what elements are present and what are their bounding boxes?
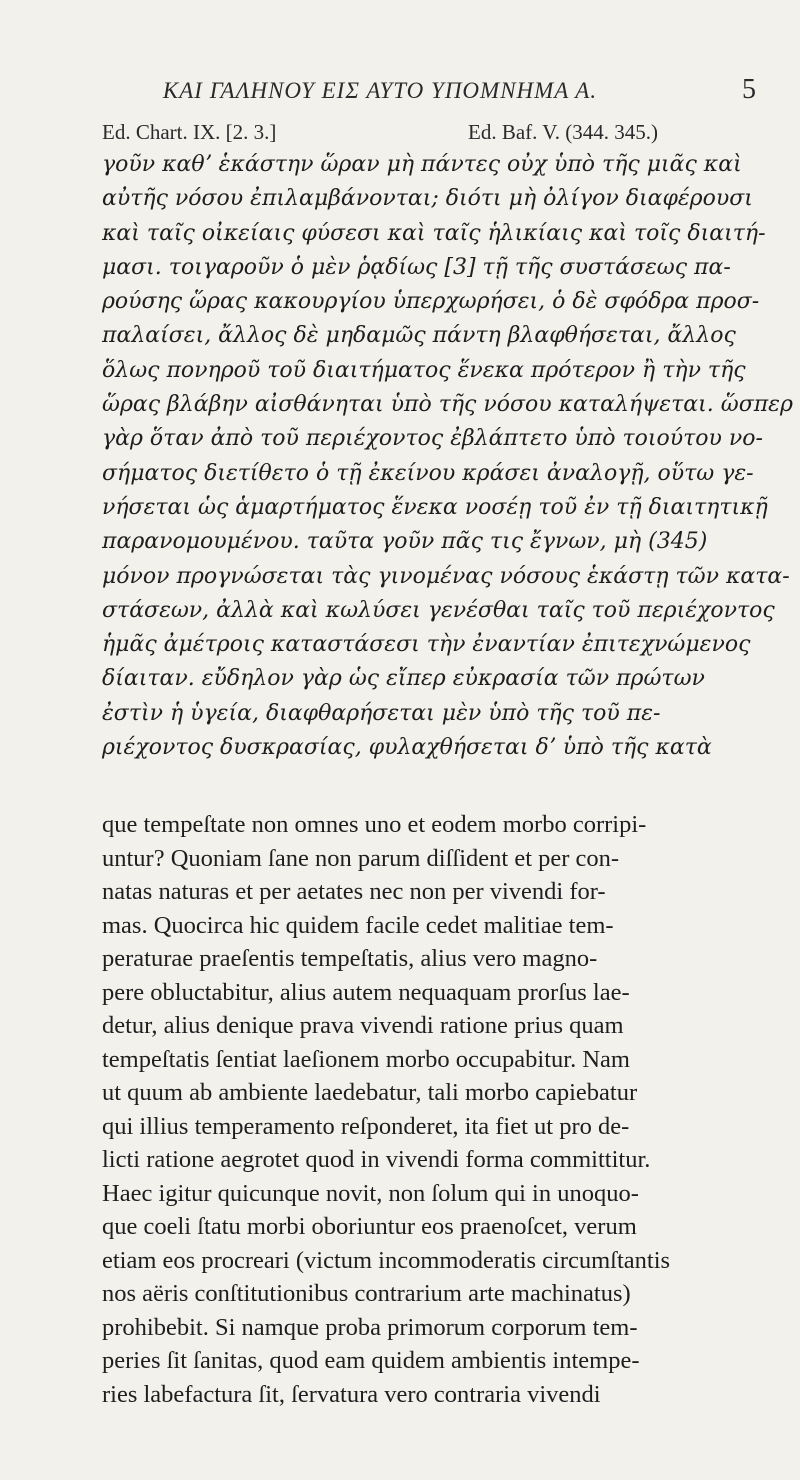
latin-line: prohibebit. Si namque proba primorum corporum tem- [102, 1313, 638, 1341]
greek-line: στάσεων, ἀλλὰ καὶ κωλύσει γενέσθαι ταῖς τοῦ περιέχοντος [102, 597, 775, 623]
greek-line: ὅλως πονηροῦ τοῦ διαιτήματος ἕνεκα πρότερον ἢ τὴν τῆς [102, 357, 746, 383]
greek-line: ρούσης ὥρας κακουργίου ὑπερχωρήσει, ὁ δὲ σφόδρα προσ- [102, 289, 760, 315]
latin-line: etiam eos procreari (victum incommoderatis circumſtantis [102, 1246, 671, 1274]
greek-line: καὶ ταῖς οἰκείαις φύσεσι καὶ ταῖς ἡλικίαις καὶ τοῖς διαιτή- [102, 220, 766, 246]
latin-line: que tempeſtate non omnes uno et eodem morbo corripi- [102, 811, 647, 838]
latin-line: nos aëris conſtitutionibus contrarium arte machinatus) [102, 1280, 631, 1307]
latin-line: mas. Quocirca hic quidem facile cedet malitiae tem- [102, 911, 614, 939]
latin-line: licti ratione aegrotet quod in vivendi forma committitur. [102, 1146, 651, 1173]
latin-line: tempeſtatis ſentiat laeſionem morbo occupabitur. Nam [102, 1045, 630, 1073]
latin-line: que coeli ſtatu morbi oboriuntur eos praenoſcet, verum [102, 1213, 637, 1240]
latin-line: peraturae praeſentis tempeſtatis, alius vero magno- [102, 945, 598, 972]
page-number: 5 [742, 74, 756, 105]
latin-line: untur? Quoniam ſane non parum diſſident et per con- [102, 844, 620, 872]
latin-line: natas naturas et per aetates nec non per vivendi for- [102, 878, 606, 905]
greek-line: δίαιταν. εὔδηλον γὰρ ὡς εἴπερ εὐκρασία τῶν πρώτων [102, 666, 705, 692]
latin-line: ries labefactura ſit, ſervatura vero contraria vivendi [102, 1380, 601, 1408]
greek-text [102, 148, 793, 765]
greek-line: παλαίσει, ἄλλος δὲ μηδαμῶς πάντη βλαφθήσεται, ἄλλος [102, 323, 736, 349]
latin-line: pere obluctabitur, alius autem nequaquam prorſus lae- [102, 978, 630, 1006]
greek-line: νήσεται ὡς ἁμαρτήματος ἕνεκα νοσέῃ τοῦ ἐν τῇ διαιτητικῇ [102, 494, 768, 520]
latin-line: qui illius temperamento reſponderet, ita fiet ut pro de- [102, 1112, 630, 1140]
greek-line: μόνον προγνώσεται τὰς γινομένας νόσους ἑκάστῃ τῶν κατα- [102, 563, 790, 589]
greek-line: μασι. τοιγαροῦν ὁ μὲν ῥᾳδίως [3] τῇ τῆς συστάσεως πα- [102, 254, 731, 280]
greek-line: ριέχοντος δυσκρασίας, φυλαχθήσεται δʼ ὑπὸ τῆς κατὰ [102, 735, 712, 761]
greek-line: σήματος διετίθετο ὁ τῇ ἐκείνου κράσει ἀναλογῇ, οὕτω γε- [102, 460, 754, 486]
edition-ref-chartier: Ed. Chart. IX. [2. 3.] [102, 120, 277, 144]
latin-line: Haec igitur quicunque novit, non ſolum qui in unoquo- [102, 1179, 639, 1207]
greek-line: ἡμᾶς ἀμέτροις καταστάσεσι τὴν ἐναντίαν ἐπιτεχνώμενος [102, 632, 751, 658]
latin-line: ut quum ab ambiente laedebatur, tali morbo capiebatur [102, 1079, 638, 1106]
greek-line: γοῦν καθʼ ἑκάστην ὥραν μὴ πάντες οὐχ ὑπὸ τῆς μιᾶς καὶ [102, 152, 742, 177]
latin-line: detur, alius denique prava vivendi ratione prius quam [102, 1012, 624, 1039]
greek-line: αὐτῆς νόσου ἐπιλαμβάνονται; διότι μὴ ὀλίγον διαφέρουσι [102, 186, 753, 212]
running-head: ΚΑΙ ΓΑΛΗΝΟΥ ΕΙΣ ΑΥΤΟ ΥΠΟΜΝΗΜΑ Α. [162, 78, 598, 103]
greek-line: γὰρ ὅταν ἀπὸ τοῦ περιέχοντος ἐβλάπτετο ὑπὸ τοιούτου νο- [102, 426, 763, 452]
latin-text [102, 808, 752, 1411]
latin-line: peries ſit ſanitas, quod eam quidem ambientis intempe- [102, 1347, 640, 1374]
greek-line: ὥρας βλάβην αἰσθάνηται ὑπὸ τῆς νόσου καταλήψεται. ὥσπερ [102, 392, 793, 418]
greek-line: παρανομουμένου. ταῦτα γοῦν πᾶς τις ἔγνων, μὴ (345) [102, 529, 708, 555]
greek-line: ἐστὶν ἡ ὑγεία, διαφθαρήσεται μὲν ὑπὸ τῆς τοῦ πε- [102, 700, 661, 726]
edition-ref-basel: Ed. Baf. V. (344. 345.) [468, 120, 658, 144]
